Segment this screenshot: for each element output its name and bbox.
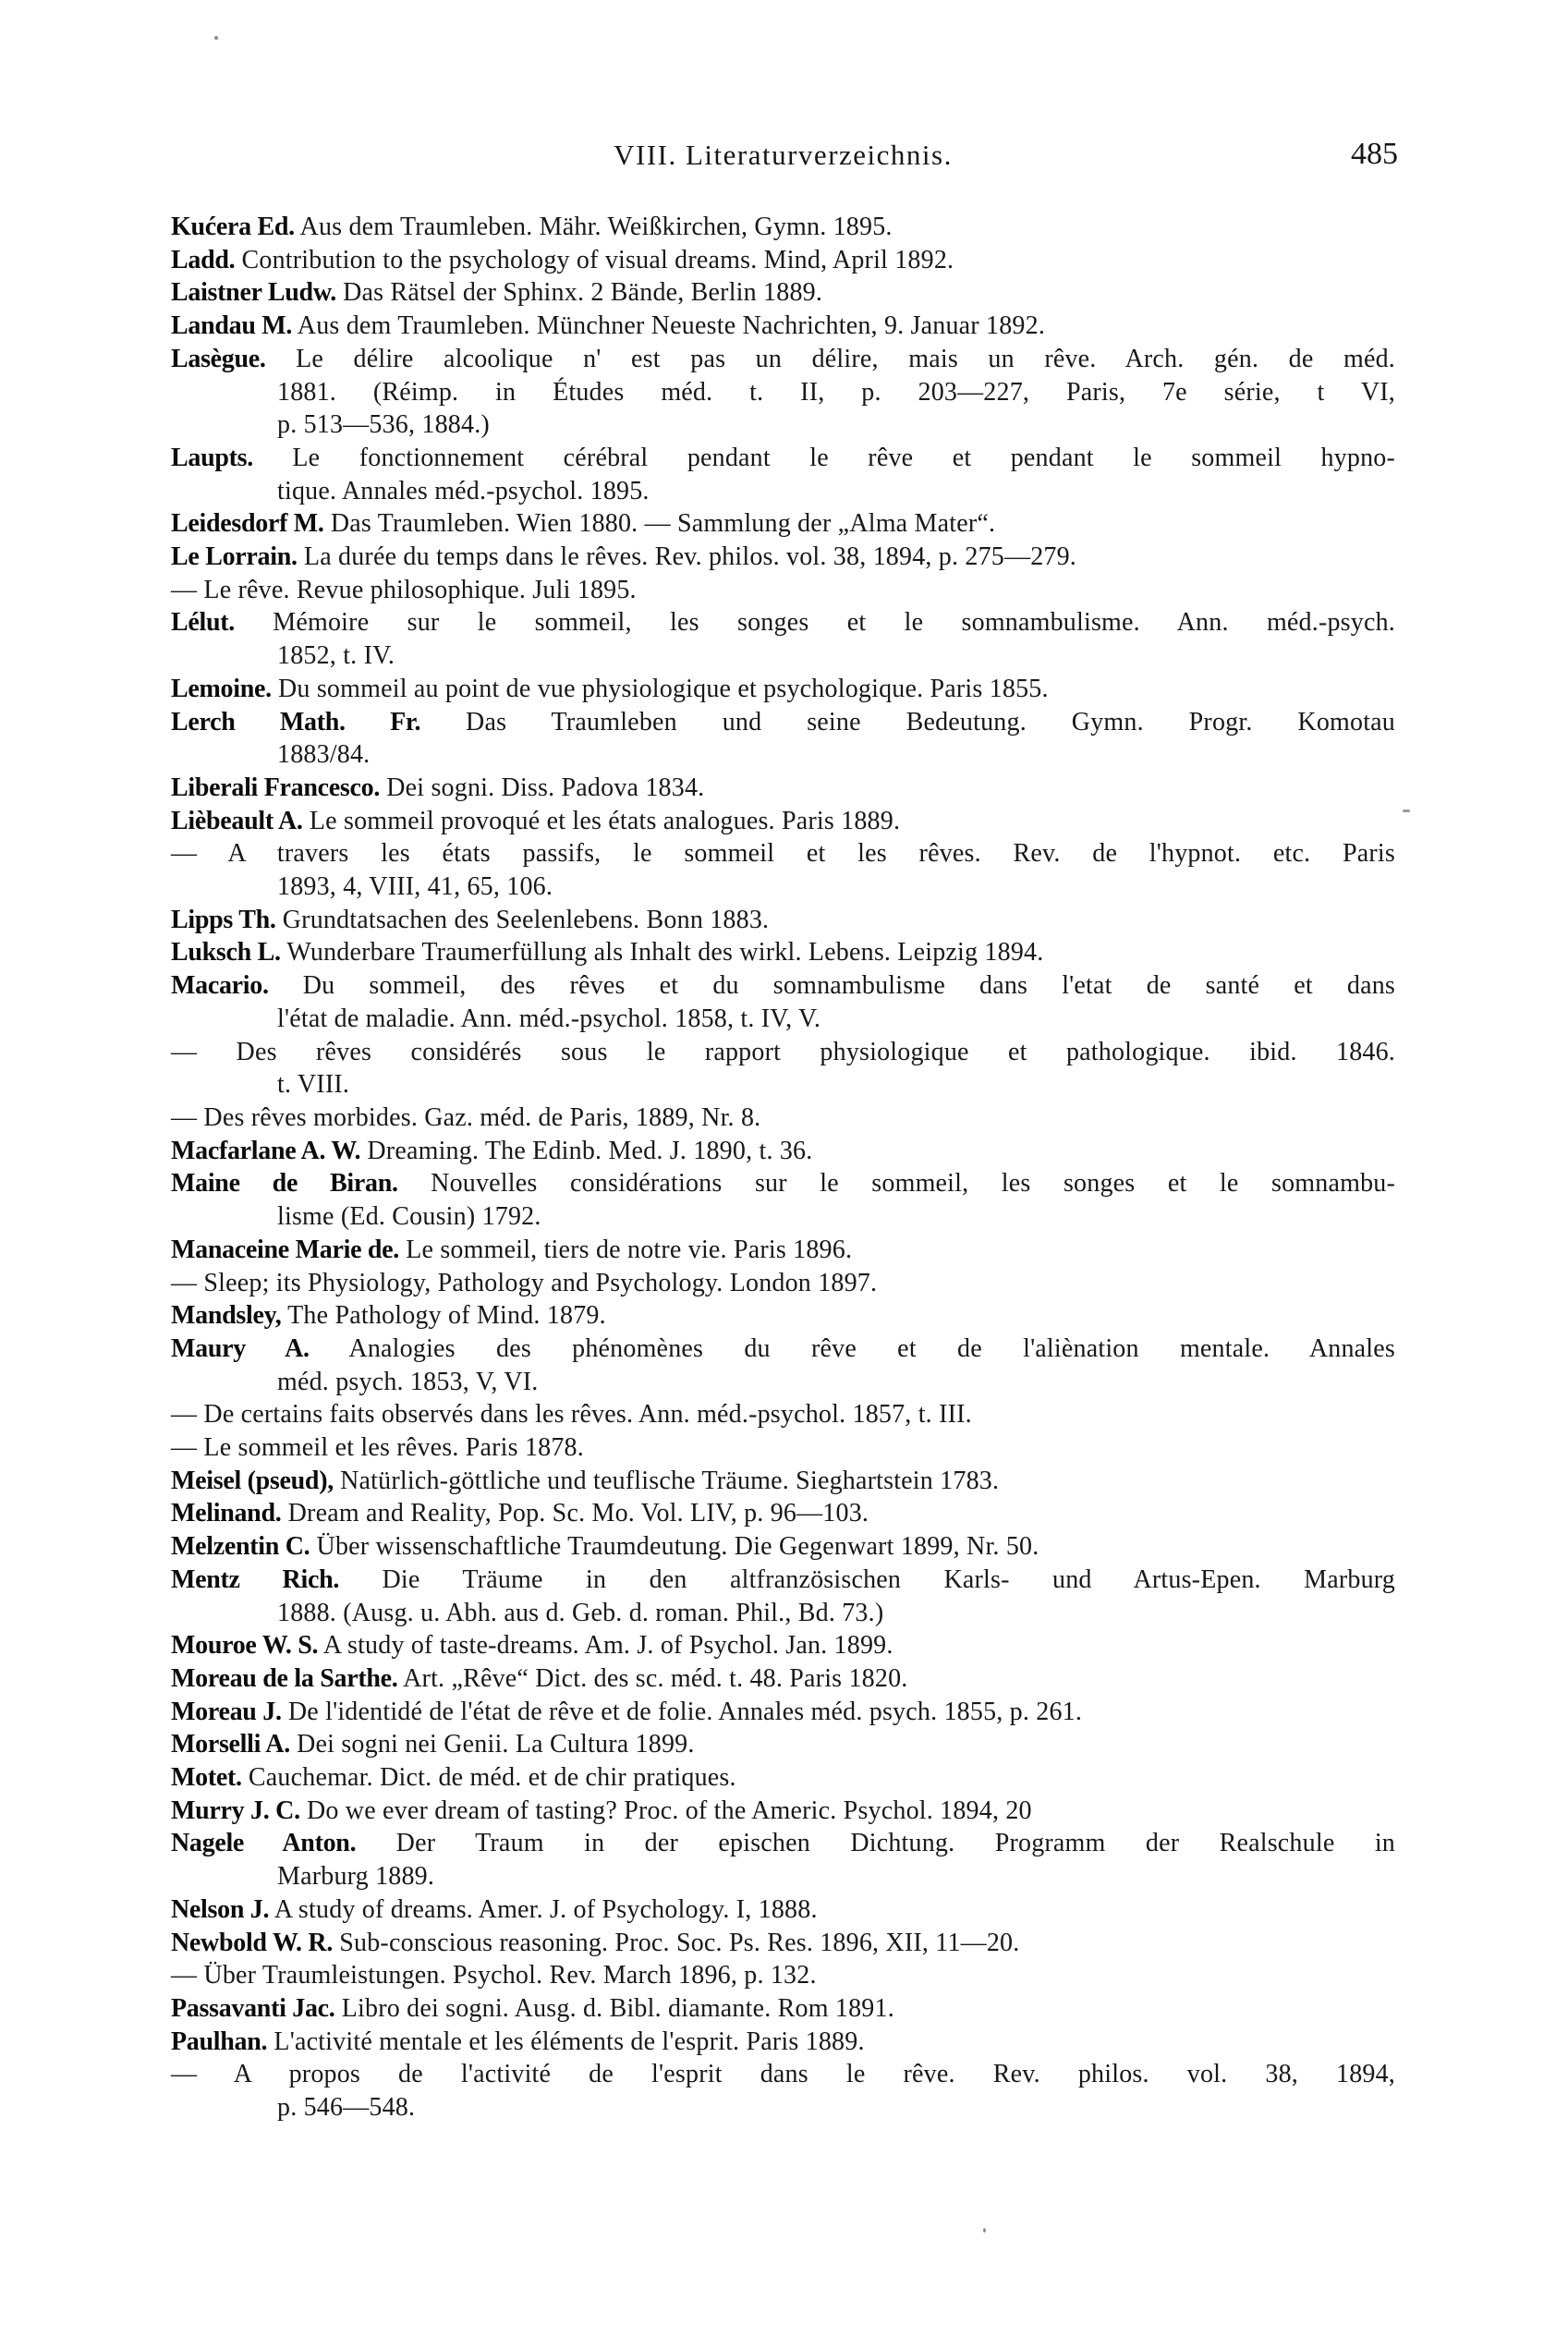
- author-name: Le Lorrain.: [171, 542, 298, 572]
- bib-entry: [171, 1333, 1395, 1398]
- author-name: Leidesdorf M.: [171, 509, 324, 539]
- author-name: Maine de Biran.: [171, 1169, 398, 1199]
- author-name: Motet.: [171, 1763, 242, 1793]
- author-name: Murry J. C.: [171, 1795, 300, 1825]
- bib-line: Landau M. Aus dem Traumleben. Münchner Neueste Nachrichten, 9. Januar 1892.: [171, 311, 1046, 341]
- bib-line: — Des rêves morbides. Gaz. méd. de Paris, 1889, Nr. 8.: [171, 1102, 761, 1132]
- bib-entry: [171, 1234, 1395, 1267]
- bib-entry: [171, 1135, 1395, 1168]
- bib-line: Manaceine Marie de. Le sommeil, tiers de notre vie. Paris 1896.: [171, 1235, 853, 1264]
- bib-line: Morselli A. Dei sogni nei Genii. La Cultura 1899.: [171, 1730, 695, 1759]
- author-name: Mouroe W. S.: [171, 1631, 319, 1661]
- author-name: Maury A.: [171, 1333, 310, 1363]
- author-name: Manaceine Marie de.: [171, 1235, 399, 1264]
- bib-line: 1893, 4, VIII, 41, 65, 106.: [277, 872, 553, 902]
- bib-line: — Le sommeil et les rêves. Paris 1878.: [171, 1433, 584, 1463]
- bib-line: Meisel (pseud), Natürlich-göttliche und teuflische Träume. Sieghartstein 1783.: [171, 1466, 1000, 1495]
- bib-entry: [171, 1827, 1395, 1893]
- bib-line: Lipps Th. Grundtatsachen des Seelenlebens. Bonn 1883.: [171, 905, 770, 934]
- bib-entry: [171, 1564, 1395, 1629]
- author-name: Mentz Rich.: [171, 1564, 340, 1594]
- bib-entry: [171, 211, 1395, 244]
- bib-entry: [171, 1398, 1395, 1431]
- bib-entry: [171, 1992, 1395, 2026]
- bib-entry: [171, 541, 1395, 574]
- bib-line: Moreau de la Sarthe. Art. „Rêve“ Dict. des sc. méd. t. 48. Paris 1820.: [171, 1663, 908, 1693]
- author-name: Laistner Ludw.: [171, 278, 336, 308]
- bib-line: Macario. Du sommeil, des rêves et du somnambulisme dans l'etat de santé et dans: [171, 971, 1395, 1001]
- bib-line: Moreau J. De l'identidé de l'état de rêve et de folie. Annales méd. psych. 1855, p. 261.: [171, 1697, 1083, 1726]
- bib-line: — Des rêves considérés sous le rapport physiologique et pathologique. ibid. 1846.: [171, 1037, 1395, 1066]
- entry-dash: —: [171, 575, 198, 604]
- author-name: Liberali Francesco.: [171, 773, 381, 802]
- bib-line: Kućera Ed. Aus dem Traumleben. Mähr. Weißkirchen, Gymn. 1895.: [171, 213, 893, 241]
- bib-entry: [171, 2058, 1395, 2124]
- author-name: Nagele Anton.: [171, 1829, 357, 1858]
- bib-entry: [171, 606, 1395, 672]
- scan-speck: [1403, 809, 1410, 812]
- chapter-heading: VIII. Literaturverzeichnis.: [614, 139, 953, 171]
- author-name: Paulhan.: [171, 2027, 268, 2056]
- bib-entry: [171, 244, 1395, 277]
- bib-entry: [171, 310, 1395, 343]
- scan-speck: [214, 36, 218, 40]
- bib-entry: [171, 1728, 1395, 1761]
- bib-entry: [171, 1102, 1395, 1135]
- bib-entry: [171, 1662, 1395, 1696]
- bib-entry: [171, 1431, 1395, 1465]
- bib-line: Lièbeault A. Le sommeil provoqué et les états analogues. Paris 1889.: [171, 806, 901, 835]
- bib-line: — Le rêve. Revue philosophique. Juli 1895.: [171, 575, 637, 604]
- bibliography: [171, 211, 1395, 2124]
- entry-dash: —: [171, 1433, 198, 1463]
- author-name: Ladd.: [171, 245, 236, 274]
- bib-line: p. 546—548.: [277, 2093, 416, 2123]
- bib-entry: [171, 507, 1395, 541]
- bib-line: Paulhan. L'activité mentale et les éléments de l'esprit. Paris 1889.: [171, 2027, 865, 2056]
- bib-line: Ladd. Contribution to the psychology of visual dreams. Mind, April 1892.: [171, 245, 954, 274]
- author-name: Macfarlane A. W.: [171, 1136, 361, 1165]
- bib-entry: [171, 1299, 1395, 1333]
- entry-dash: —: [171, 1102, 198, 1132]
- bib-line: Marburg 1889.: [277, 1862, 435, 1892]
- author-name: Moreau J.: [171, 1697, 282, 1726]
- bib-line: Passavanti Jac. Libro dei sogni. Ausg. d. Bibl. diamante. Rom 1891.: [171, 1993, 894, 2023]
- scan-speck: [983, 2228, 986, 2233]
- author-name: Laupts.: [171, 443, 253, 472]
- bib-entry: [171, 1629, 1395, 1662]
- bib-line: Motet. Cauchemar. Dict. de méd. et de chir pratiques.: [171, 1763, 736, 1793]
- author-name: Lélut.: [171, 608, 235, 638]
- bib-line: méd. psych. 1853, V, VI.: [277, 1367, 539, 1396]
- bib-entry: [171, 343, 1395, 442]
- bib-line: Lélut. Mémoire sur le sommeil, les songes et le somnambulisme. Ann. méd.-psych.: [171, 608, 1395, 638]
- bib-entry: [171, 706, 1395, 772]
- bib-entry: [171, 1959, 1395, 1992]
- page-number: 485: [1351, 137, 1398, 171]
- author-name: Lerch Math. Fr.: [171, 707, 421, 736]
- bib-line: Maine de Biran. Nouvelles considérations sur le sommeil, les songes et le somnambu-: [171, 1169, 1395, 1199]
- author-name: Lipps Th.: [171, 905, 276, 934]
- author-name: Lasègue.: [171, 344, 266, 373]
- bib-line: Mentz Rich. Die Träume in den altfranzösischen Karls- und Artus-Epen. Marburg: [171, 1564, 1395, 1594]
- bib-line: Le Lorrain. La durée du temps dans le rêves. Rev. philos. vol. 38, 1894, p. 275—279.: [171, 542, 1077, 572]
- bib-line: — De certains faits observés dans les rêves. Ann. méd.-psychol. 1857, t. III.: [171, 1400, 972, 1430]
- bib-line: Melinand. Dream and Reality, Pop. Sc. Mo. Vol. LIV, p. 96—103.: [171, 1499, 869, 1528]
- bib-line: Newbold W. R. Sub-conscious reasoning. Proc. Soc. Ps. Res. 1896, XII, 11—20.: [171, 1928, 1020, 1957]
- bib-line: tique. Annales méd.-psychol. 1895.: [277, 476, 650, 505]
- bib-line: Maury A. Analogies des phénomènes du rêve et de l'aliènation mentale. Annales: [171, 1333, 1395, 1363]
- bib-entry: [171, 1267, 1395, 1300]
- bib-line: l'état de maladie. Ann. méd.-psychol. 1858, t. IV, V.: [277, 1004, 821, 1033]
- bib-line: — Sleep; its Physiology, Pathology and Psychology. London 1897.: [171, 1268, 878, 1297]
- bib-entry: [171, 1167, 1395, 1233]
- author-name: Luksch L.: [171, 938, 281, 968]
- author-name: Lièbeault A.: [171, 806, 303, 835]
- bib-line: Melzentin C. Über wissenschaftliche Traumdeutung. Die Gegenwart 1899, Nr. 50.: [171, 1532, 1039, 1562]
- bib-line: 1852, t. IV.: [277, 641, 395, 671]
- bib-line: 1888. (Ausg. u. Abh. aus d. Geb. d. roman. Phil., Bd. 73.): [277, 1598, 884, 1627]
- bib-line: Mandsley, The Pathology of Mind. 1879.: [171, 1301, 606, 1331]
- bib-entry: [171, 442, 1395, 507]
- bib-entry: [171, 673, 1395, 706]
- bib-entry: [171, 837, 1395, 903]
- bib-line: Leidesdorf M. Das Traumleben. Wien 1880. — Sammlung der „Alma Mater“.: [171, 509, 996, 539]
- entry-dash: —: [171, 2060, 198, 2089]
- bib-line: lisme (Ed. Cousin) 1792.: [277, 1202, 541, 1232]
- entry-dash: —: [171, 1037, 198, 1066]
- bib-entry: [171, 1497, 1395, 1530]
- bib-line: Nelson J. A study of dreams. Amer. J. of Psychology. I, 1888.: [171, 1894, 818, 1924]
- author-name: Moreau de la Sarthe.: [171, 1663, 398, 1693]
- bib-line: 1881. (Réimp. in Études méd. t. II, p. 203—227, Paris, 7e série, t VI,: [277, 377, 1395, 407]
- entry-dash: —: [171, 839, 198, 869]
- bib-entry: [171, 805, 1395, 838]
- author-name: Landau M.: [171, 311, 293, 341]
- bib-line: Mouroe W. S. A study of taste-dreams. Am. J. of Psychol. Jan. 1899.: [171, 1631, 893, 1661]
- bib-line: Nagele Anton. Der Traum in der epischen Dichtung. Programm der Realschule in: [171, 1829, 1395, 1858]
- bib-entry: [171, 1795, 1395, 1828]
- bib-line: Liberali Francesco. Dei sogni. Diss. Padova 1834.: [171, 773, 705, 802]
- bib-line: Luksch L. Wunderbare Traumerfüllung als Inhalt des wirkl. Lebens. Leipzig 1894.: [171, 938, 1044, 968]
- author-name: Macario.: [171, 971, 269, 1001]
- bib-entry: [171, 1530, 1395, 1564]
- bib-line: t. VIII.: [277, 1070, 350, 1100]
- author-name: Passavanti Jac.: [171, 1993, 335, 2023]
- bib-line: 1883/84.: [277, 740, 371, 770]
- author-name: Mandsley,: [171, 1301, 282, 1331]
- bib-line: — Über Traumleistungen. Psychol. Rev. March 1896, p. 132.: [171, 1961, 817, 1990]
- bib-line: Laupts. Le fonctionnement cérébral pendant le rêve et pendant le sommeil hypno-: [171, 443, 1395, 472]
- bib-line: Lasègue. Le délire alcoolique n' est pas un délire, mais un rêve. Arch. gén. de méd.: [171, 344, 1395, 373]
- author-name: Nelson J.: [171, 1894, 270, 1924]
- bib-line: p. 513—536, 1884.): [277, 410, 490, 440]
- author-name: Morselli A.: [171, 1730, 290, 1759]
- bib-line: — A travers les états passifs, le sommeil et les rêves. Rev. de l'hypnot. etc. Paris: [171, 839, 1395, 869]
- bib-entry: [171, 936, 1395, 969]
- bib-entry: [171, 2026, 1395, 2059]
- author-name: Melinand.: [171, 1499, 282, 1528]
- bib-entry: [171, 904, 1395, 937]
- entry-dash: —: [171, 1268, 198, 1297]
- bib-entry: [171, 1696, 1395, 1729]
- bib-line: Murry J. C. Do we ever dream of tasting? Proc. of the Americ. Psychol. 1894, 20: [171, 1795, 1032, 1825]
- bib-line: Macfarlane A. W. Dreaming. The Edinb. Med. J. 1890, t. 36.: [171, 1136, 813, 1165]
- entry-dash: —: [171, 1400, 198, 1430]
- bib-entry: [171, 1893, 1395, 1927]
- bib-entry: [171, 1927, 1395, 1960]
- bib-entry: [171, 1465, 1395, 1498]
- author-name: Lemoine.: [171, 674, 272, 703]
- bib-entry: [171, 772, 1395, 805]
- bib-line: — A propos de l'activité de l'esprit dans le rêve. Rev. philos. vol. 38, 1894,: [171, 2060, 1395, 2089]
- bib-line: Laistner Ludw. Das Rätsel der Sphinx. 2 Bände, Berlin 1889.: [171, 278, 823, 308]
- bib-entry: [171, 969, 1395, 1035]
- author-name: Melzentin C.: [171, 1532, 310, 1562]
- bib-line: Lerch Math. Fr. Das Traumleben und seine Bedeutung. Gymn. Progr. Komotau: [171, 707, 1396, 736]
- bib-entry: [171, 574, 1395, 607]
- bib-line: Lemoine. Du sommeil au point de vue physiologique et psychologique. Paris 1855.: [171, 674, 1049, 703]
- author-name: Meisel (pseud),: [171, 1466, 334, 1495]
- author-name: Newbold W. R.: [171, 1928, 334, 1957]
- author-name: Kućera Ed.: [171, 213, 295, 241]
- entry-dash: —: [171, 1961, 198, 1990]
- bib-entry: [171, 276, 1395, 310]
- bib-entry: [171, 1761, 1395, 1795]
- bib-entry: [171, 1036, 1395, 1102]
